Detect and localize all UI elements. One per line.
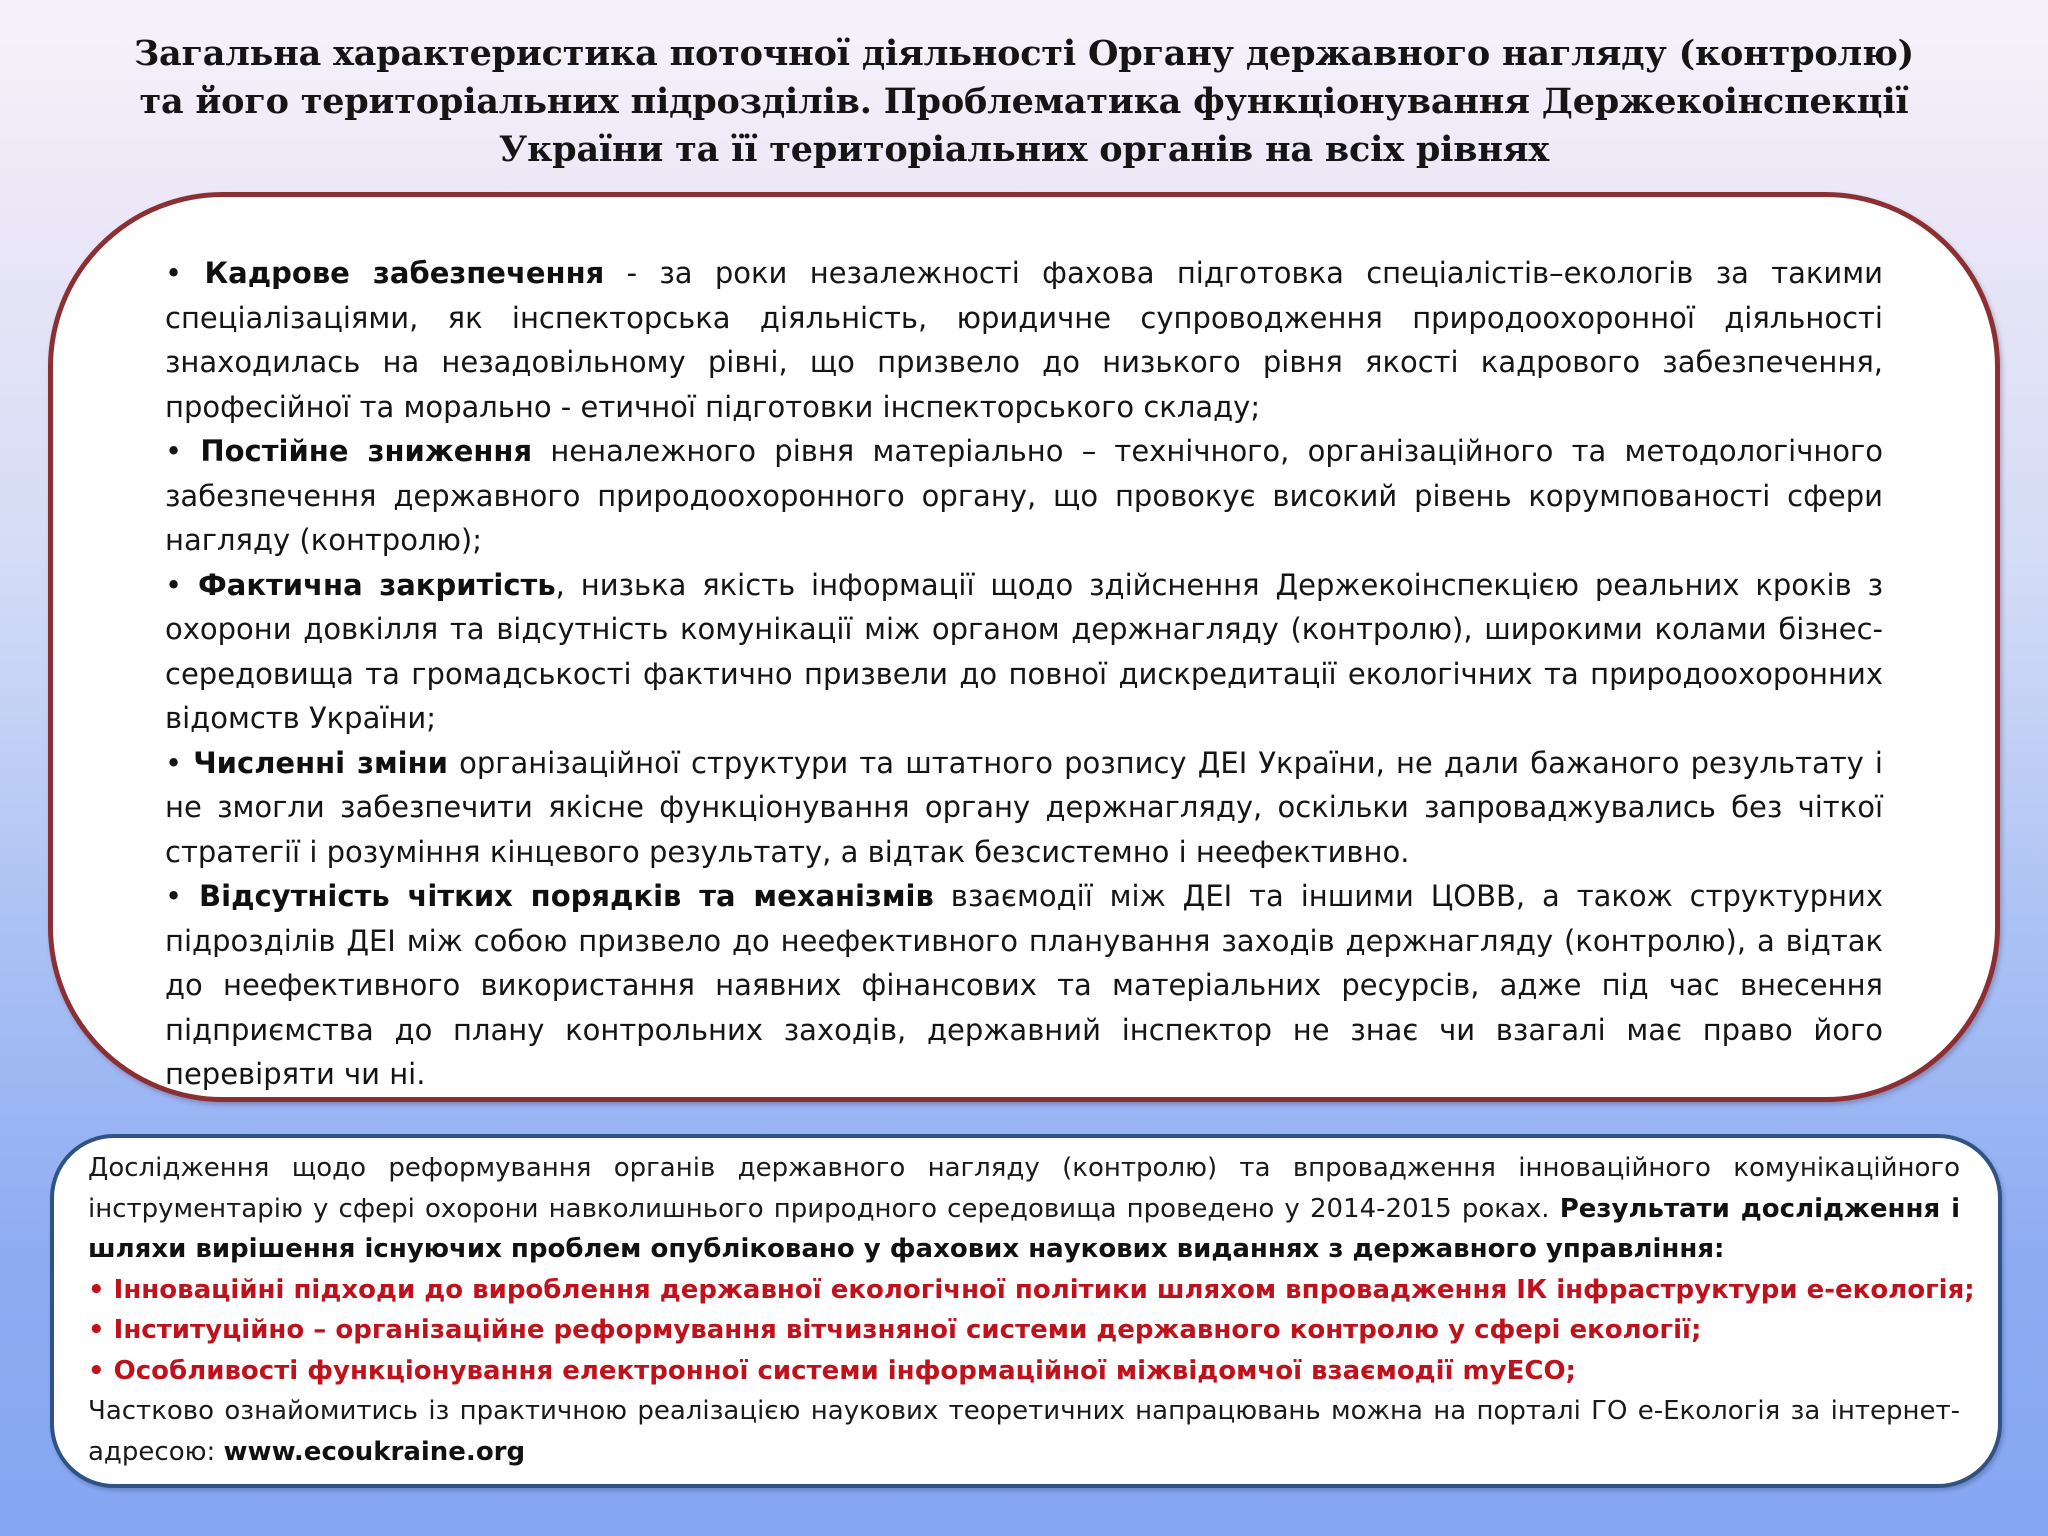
item-heading: Фактична закритість xyxy=(197,567,556,602)
item-text: , низька якість інформації щодо здійснення Держекоінспекцією реальних кроків з охорони довкілля та відсутність комунікації між органом держнагляду (контролю), широкими колами бізнес-середовища та громадськості фактично призвели до повної дискредитації екологічних та природоохоронних відомств України; xyxy=(165,567,1883,735)
page-title xyxy=(60,30,1988,174)
publication-item: • Інноваційні підходи до вироблення державної екологічної політики шляхом впровадження ІК інфраструктури е-екологія; xyxy=(88,1274,1975,1305)
research-outro xyxy=(88,1391,1960,1472)
publication-item: • Особливості функціонування електронної системи інформаційної міжвідомчої взаємодії myECO; xyxy=(88,1355,1576,1386)
research-intro xyxy=(88,1148,1960,1270)
problems-panel xyxy=(48,192,2000,1102)
list-item xyxy=(165,874,1883,1097)
item-text: неналежного рівня матеріально – технічного, організаційного та методологічного забезпечення державного природоохоронного органу, що провокує високий рівень корумпованості сфери нагляду (контролю); xyxy=(165,434,1884,557)
bullet: • xyxy=(165,879,183,913)
bullet: • xyxy=(165,745,183,780)
bullet: • xyxy=(165,434,183,468)
title-line-3: України та її територіальних органів на всіх рівнях xyxy=(498,129,1550,170)
item-heading: Постійне зниження xyxy=(200,434,533,468)
outro-text: Частково ознайомитись із практичною реалізацією наукових теоретичних напрацювань можна на порталі ГО е-Екологія за інтернет-адресою: xyxy=(88,1396,1960,1467)
list-item xyxy=(165,429,1883,563)
list-item xyxy=(165,563,1883,741)
item-text: організаційної структури та штатного розпису ДЕІ України, не дали бажаного результату і не змогли забезпечити якісне функціонування органу держнагляду, оскільки запроваджувались без чіткої стратегії і розуміння кінцевого результату, а відтак безсистемно і неефективно. xyxy=(165,745,1883,869)
item-text: - за роки незалежності фахова підготовка спеціалістів–екологів за такими спеціалізаціями, як інспекторська діяльність, юридичне супроводження природоохоронної діяльності знаходилась на незадовільному рівні, що призвело до низького рівня якості кадрового забезпечення, професійної та морально - етичної підготовки інспекторського складу; xyxy=(165,256,1883,424)
publication-item: • Інституційно – організаційне реформування вітчизняної системи державного контролю у сфері екології; xyxy=(88,1315,1702,1345)
bullet: • xyxy=(165,567,183,602)
website-link[interactable]: www.ecoukraine.org xyxy=(223,1436,526,1467)
item-heading: Відсутність чітких порядків та механізмів xyxy=(199,879,934,913)
title-line-2: та його територіальних підрозділів. Проблематика функціонування Держекоінспекції xyxy=(139,81,1909,122)
item-heading: Численні зміни xyxy=(193,745,448,780)
item-heading: Кадрове забезпечення xyxy=(204,256,605,290)
intro-text: Дослідження щодо реформування органів державного нагляду (контролю) та впровадження інноваційного комунікаційного інструментарію у сфері охорони навколишнього природного середовища проведено у 2014-2015 роках. xyxy=(88,1153,1960,1224)
list-item xyxy=(165,251,1883,429)
intro-bold-text: Результати дослідження і шляхи вирішення існуючих проблем опубліковано у фахових наукових виданнях з державного управління: xyxy=(88,1193,1961,1264)
list-item xyxy=(165,741,1883,875)
title-line-1: Загальна характеристика поточної діяльності Органу державного нагляду (контролю) xyxy=(133,33,1915,74)
research-summary-panel xyxy=(50,1134,2002,1488)
item-text: взаємодії між ДЕІ та іншими ЦОВВ, а також структурних підрозділів ДЕІ між собою призвело до неефективного планування заходів держнагляду (контролю), а відтак до неефективного використання наявних фінансових та матеріальних ресурсів, адже під час внесення підприємства до плану контрольних заходів, державний інспектор не знає чи взагалі має право його перевіряти чи ні. xyxy=(165,879,1884,1091)
bullet: • xyxy=(165,256,183,290)
